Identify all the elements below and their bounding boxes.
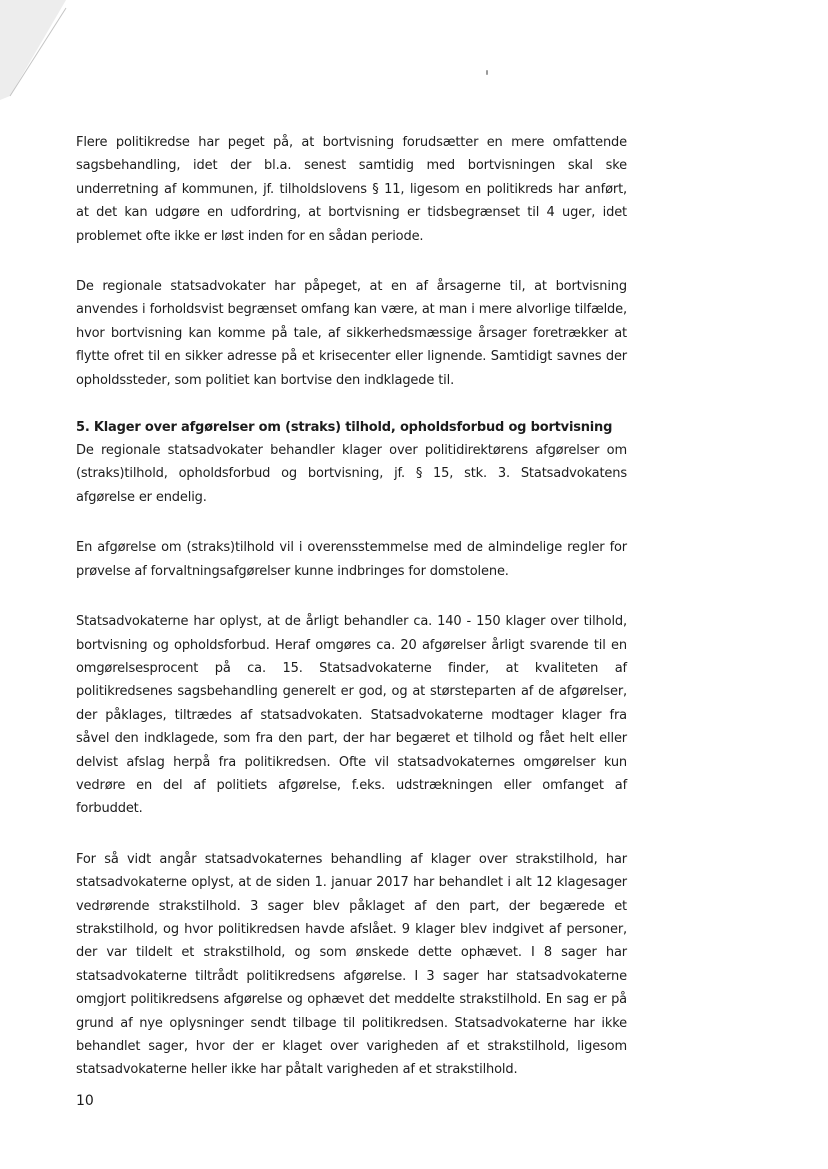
paragraph-regionale-statsadvokater: De regionale statsadvokater har påpeget, at en af årsagerne til, at bortvisning anvendes i forholdsvist begrænset omfang kan være, at man i mere alvorlige tilfælde, hvor bortvisning kan komme på tale, af sikkerhedsmæssige årsager foretrækker at flytte ofret til en sikker adresse på et krisecenter eller lignende. Samtidigt savnes der opholdssteder, som politiet kan bortvise den indklagede til. — [76, 279, 627, 388]
paragraph-strakstilhold: For så vidt angår statsadvokaternes behandling af klager over strakstilhold, har statsadvokaterne oplyst, at de siden 1. januar 2017 har behandlet i alt 12 klagesager vedrørende strakstilhold. 3 sager blev påklaget af den part, der begærede et strakstilhold, og hvor politikredsen havde afslået. 9 klager blev indgivet af personer, der var tildelt et strakstilhold, og som ønskede dette ophævet. I 8 sager har statsadvokaterne tiltrådt politikredsens afgørelse. I 3 sager har statsadvokaterne omgjort politikredsens afgørelse og ophævet det meddelte strakstilhold. En sag er på grund af nye oplysninger sendt tilbage til politikredsen. Statsadvokaterne har ikke behandlet sager, hvor der er klaget over varigheden af et strakstilhold, ligesom statsadvokaterne heller ikke har påtalt varigheden af et strakstilhold. — [76, 851, 627, 1078]
page-number: 10 — [76, 1093, 94, 1109]
paragraph-klagestatistik: Statsadvokaterne har oplyst, at de årligt behandler ca. 140 - 150 klager over tilhold, bortvisning og opholdsforbud. Heraf omgøres ca. 20 afgørelser årligt svarende til en omgørelsesprocent på ca. 15. Statsadvokaterne finder, at kvaliteten af politikredsenes sagsbehandling generelt er god, og at størsteparten af de afgørelser, der påklages, tiltrædes af statsadvokaten. Statsadvokaterne modtager klager fra såvel den indklagede, som fra den part, der har begæret et tilhold og fået helt eller delvist afslag herpå fra politikredsen. Ofte vil statsadvokaternes omgørelser kun vedrøre en del af politiets afgørelse, f.eks. udstrækningen eller omfanget af forbuddet. — [76, 614, 627, 817]
scan-speck — [486, 70, 488, 75]
document-body — [76, 131, 627, 1109]
paragraph-klagebehandling: De regionale statsadvokater behandler klager over politidirektørens afgørelser om (straks)tilhold, opholdsforbud og bortvisning, jf. § 15, stk. 3. Statsadvokatens afgørelse er endelig. — [76, 443, 627, 505]
page-corner-fold — [0, 0, 80, 100]
paragraph-domstolsproevelse: En afgørelse om (straks)tilhold vil i overensstemmelse med de almindelige regler for prøvelse af forvaltningsafgørelser kunne indbringes for domstolene. — [76, 540, 627, 579]
section-klager — [76, 416, 627, 1082]
paragraph-bortvisning-sagsbehandling: Flere politikredse har peget på, at bortvisning forudsætter en mere omfattende sagsbehandling, idet der bl.a. senest samtidig med bortvisningen skal ske underretning af kommunen, jf. tilholdslovens § 11, ligesom en politikreds har anført, at det kan udgøre en udfordring, at bortvisning er tidsbegrænset til 4 uger, idet problemet ofte ikke er løst inden for en sådan periode. — [76, 135, 627, 244]
section-heading: 5. Klager over afgørelser om (straks) tilhold, opholdsforbud og bortvisning — [76, 420, 613, 436]
